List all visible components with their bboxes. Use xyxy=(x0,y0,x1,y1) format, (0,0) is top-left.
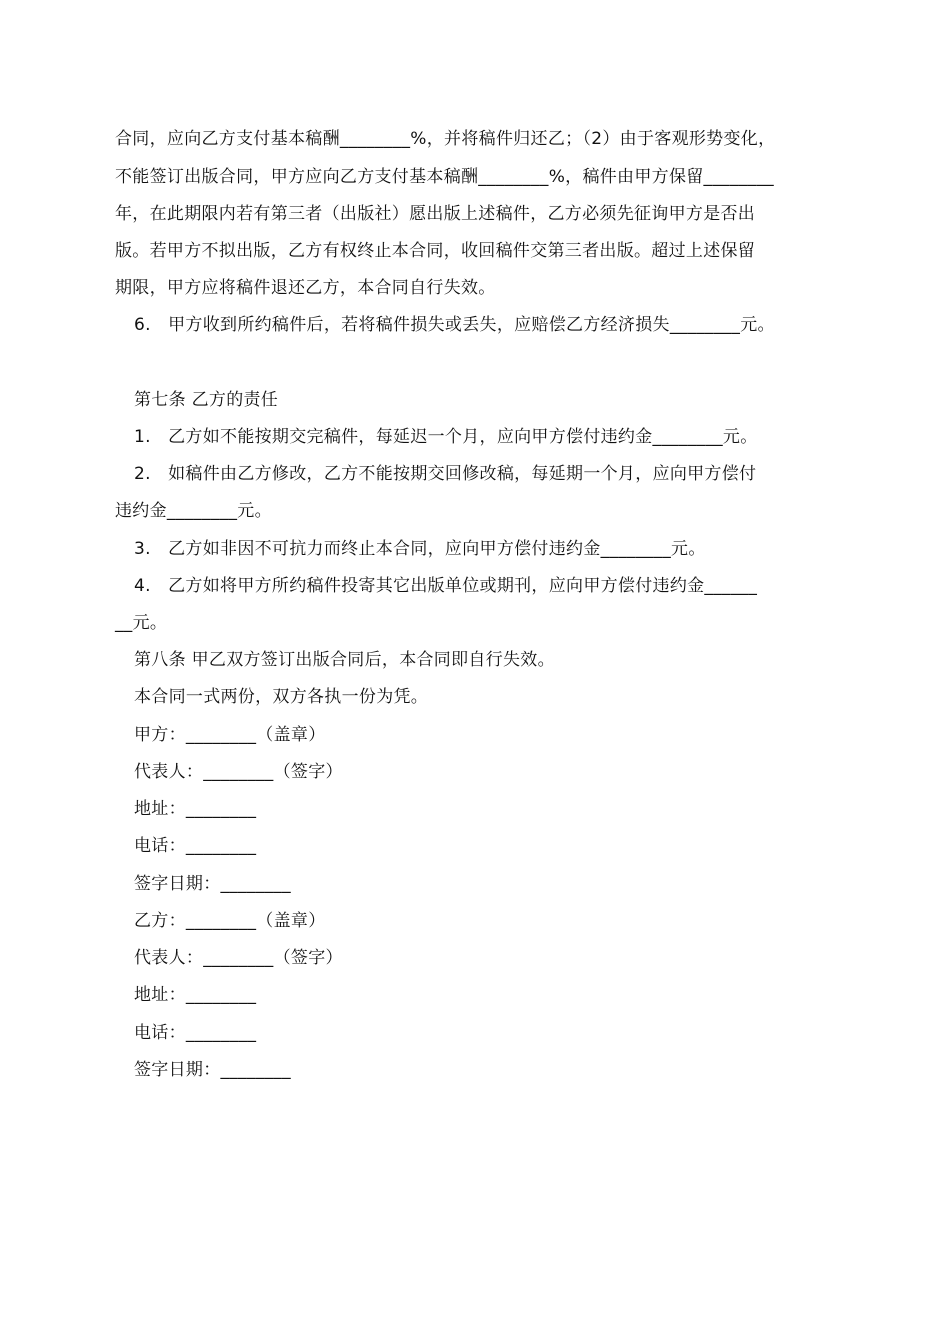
article-8: 第八条 甲乙双方签订出版合同后，本合同即自行失效。 xyxy=(134,650,555,670)
article-7-item-3: 3. 乙方如非因不可抗力而终止本合同，应向甲方偿付违约金________元。 xyxy=(134,539,706,559)
party-a-sign-date: 签字日期：________ xyxy=(134,874,291,894)
party-a-address: 地址：________ xyxy=(134,799,257,819)
article-7-item-4-line-1: 4. 乙方如将甲方所约稿件投寄其它出版单位或期刊，应向甲方偿付违约金______ xyxy=(134,576,758,596)
article-7-item-2-line-2: 违约金________元。 xyxy=(115,501,272,521)
paragraph-line-3: 年，在此期限内若有第三者（出版社）愿出版上述稿件，乙方必须先征询甲方是否出 xyxy=(115,204,756,224)
paragraph-line-2: 不能签订出版合同，甲方应向乙方支付基本稿酬________%，稿件由甲方保留________ xyxy=(115,167,774,187)
article-7-item-4-line-2: __元。 xyxy=(115,613,168,633)
party-b-address: 地址：________ xyxy=(134,985,257,1005)
party-a-representative: 代表人：________（签字） xyxy=(134,762,343,782)
paragraph-line-1: 合同，应向乙方支付基本稿酬________%，并将稿件归还乙；（2）由于客观形势变化， xyxy=(115,129,776,149)
article-7-title: 第七条 乙方的责任 xyxy=(134,390,279,410)
party-a-phone: 电话：________ xyxy=(134,836,257,856)
paragraph-line-4: 版。若甲方不拟出版，乙方有权终止本合同，收回稿件交第三者出版。超过上述保留 xyxy=(115,241,756,261)
paragraph-line-5: 期限，甲方应将稿件退还乙方，本合同自行失效。 xyxy=(115,278,496,298)
party-b-representative: 代表人：________（签字） xyxy=(134,948,343,968)
clause-item-6: 6. 甲方收到所约稿件后，若将稿件损失或丢失，应赔偿乙方经济损失________元。 xyxy=(134,315,775,335)
party-b-name: 乙方：________（盖章） xyxy=(134,911,326,931)
article-7-item-2-line-1: 2. 如稿件由乙方修改，乙方不能按期交回修改稿，每延期一个月，应向甲方偿付 xyxy=(134,464,757,484)
party-b-sign-date: 签字日期：________ xyxy=(134,1060,291,1080)
party-a-name: 甲方：________（盖章） xyxy=(134,725,326,745)
copies-statement: 本合同一式两份，双方各执一份为凭。 xyxy=(134,687,429,707)
party-b-phone: 电话：________ xyxy=(134,1023,257,1043)
article-7-item-1: 1. 乙方如不能按期交完稿件，每延迟一个月，应向甲方偿付违约金________元。 xyxy=(134,427,758,447)
